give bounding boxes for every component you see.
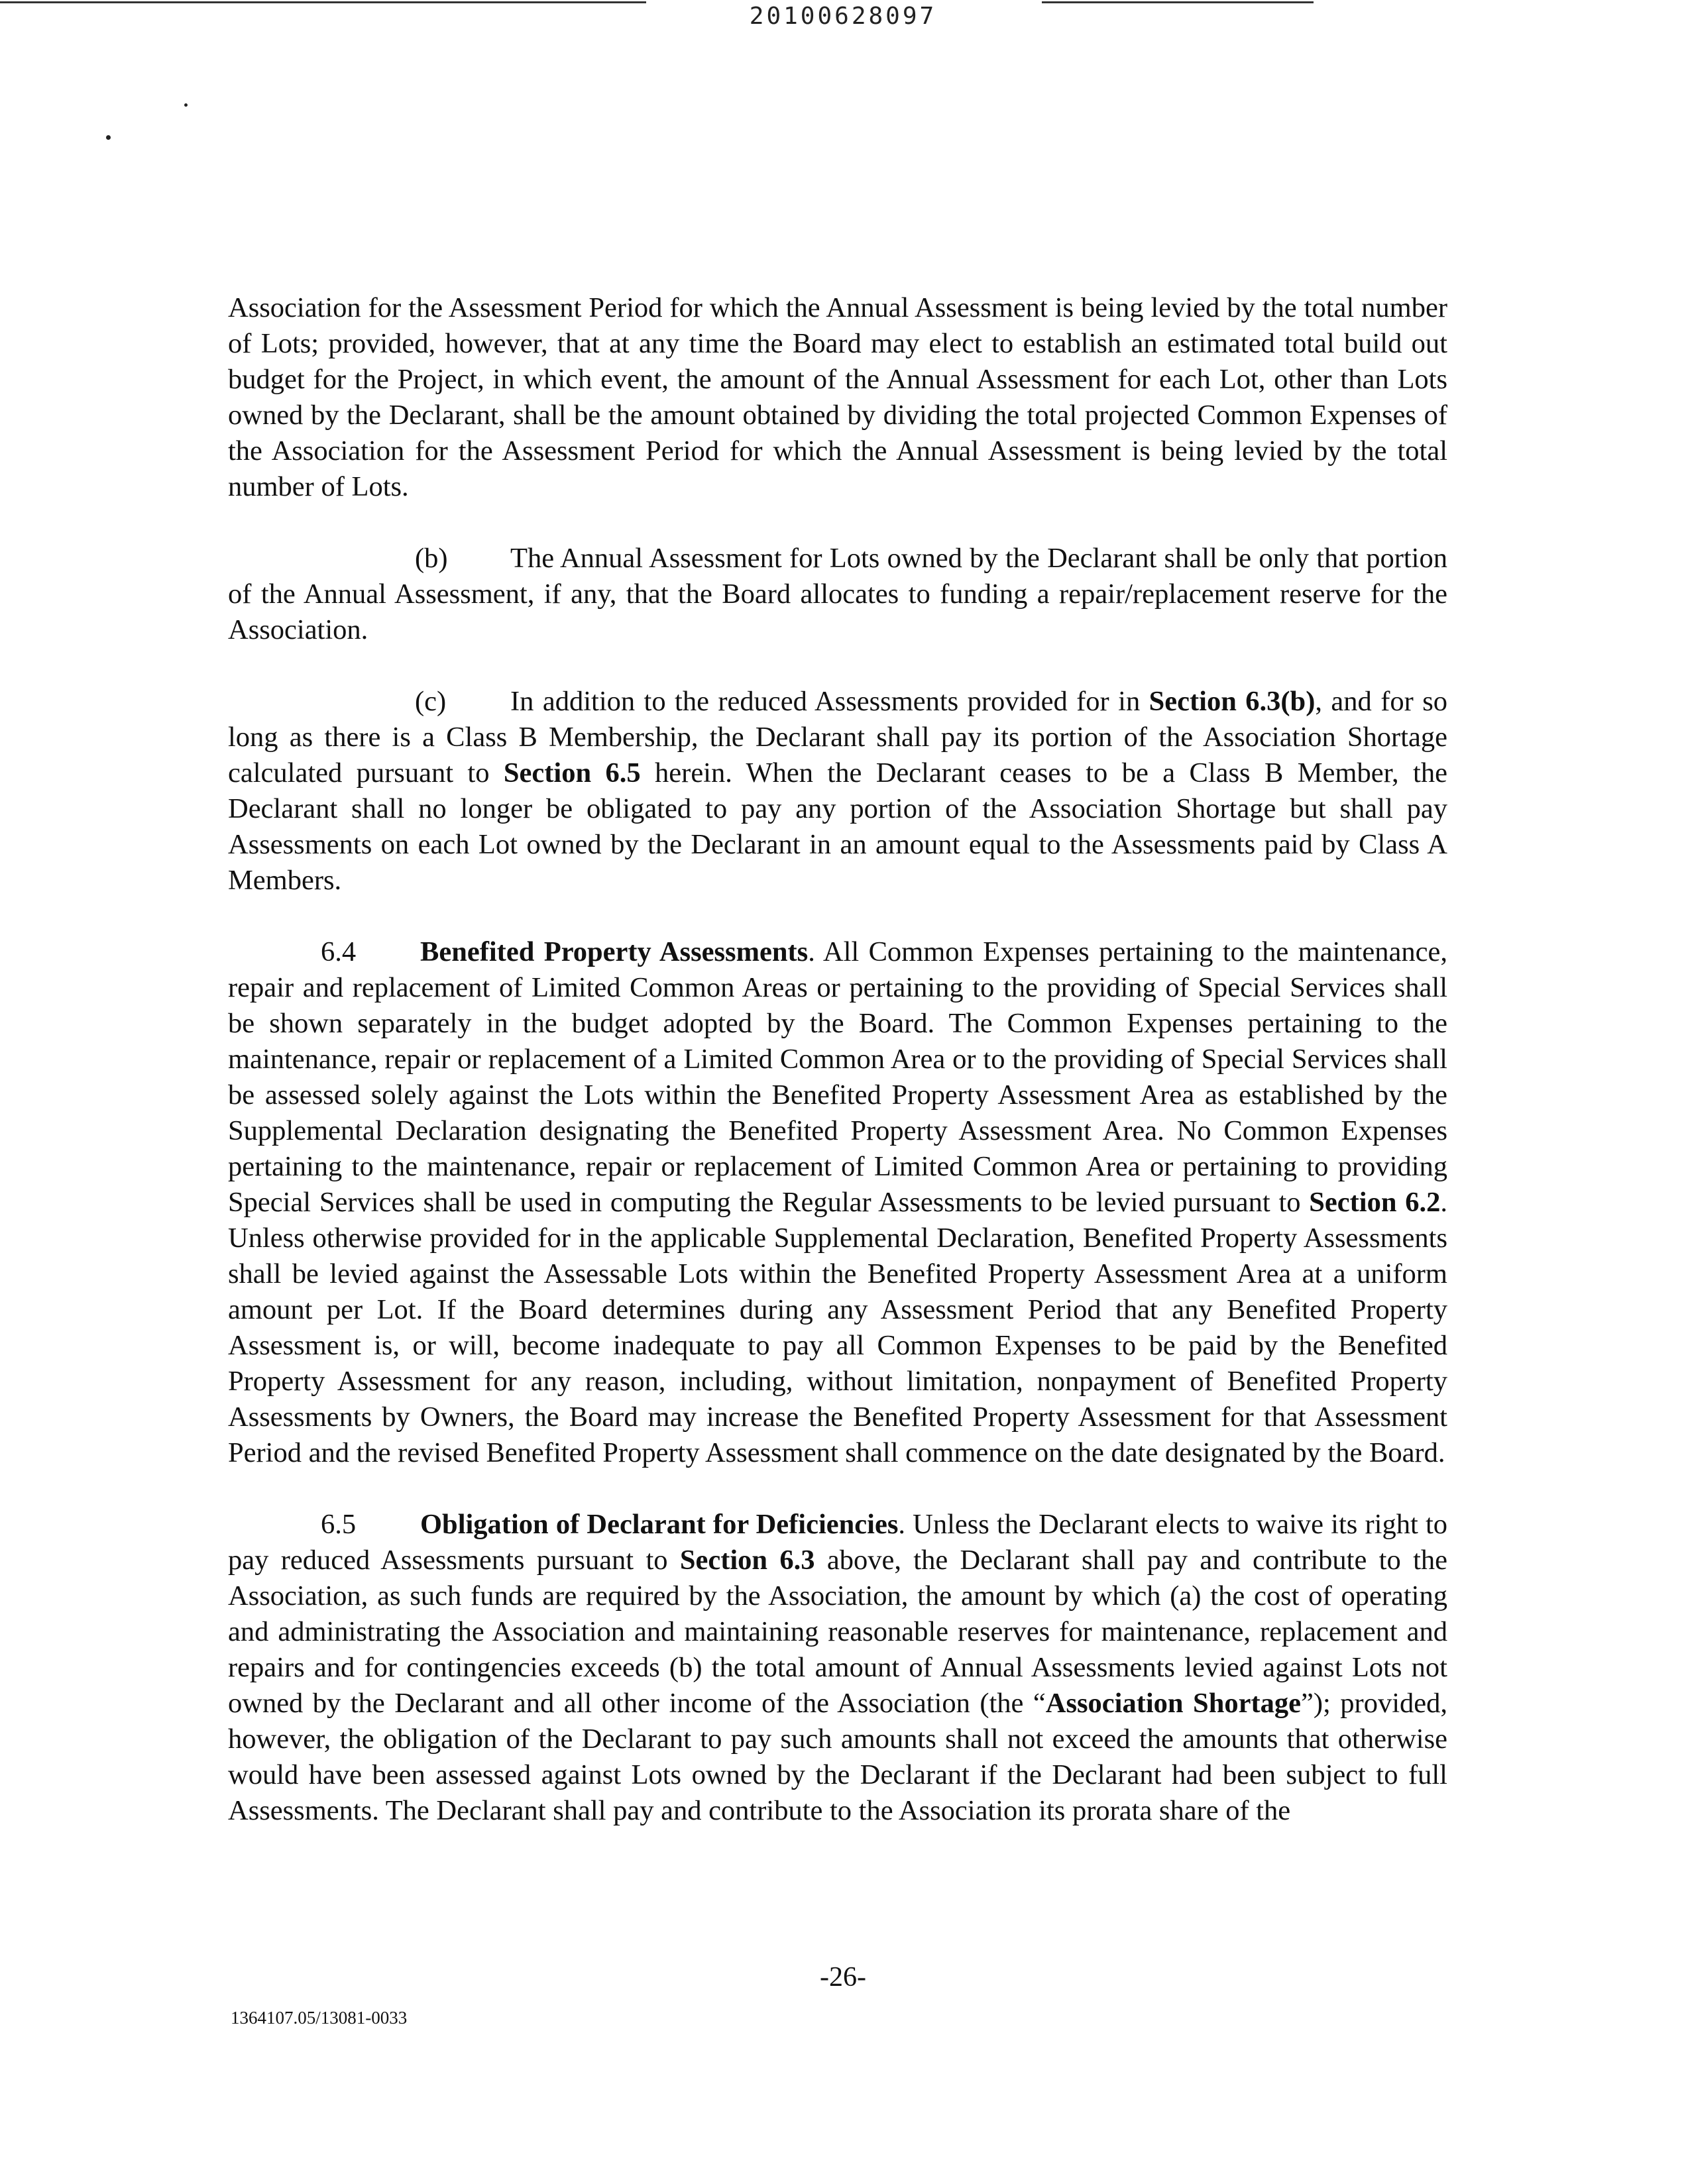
paragraph-text: . Unless the Declarant elects to waive its right to pay reduced Assessments pursuant to [228,1509,1447,1576]
paragraph-continuation: Association for the Assessment Period for which the Annual Assessment is being levied by the total number of Lots; provided, however, that at any time the Board may elect to establish an estimated total build out budget for the Project, in which event, the amount of the Annual Assessment for each Lot, other than Lots owned by the Declarant, shall be the amount obtained by dividing the total projected Common Expenses of the Association for the Assessment Period for which the Annual Assessment is being levied by the total number of Lots. [228,292,1447,502]
paragraph-text: In addition to the reduced Assessments provided for in [510,686,1149,717]
subsection-label: (b) [415,543,448,574]
recording-number: 20100628097 [749,3,937,30]
paragraph-text: The Annual Assessment for Lots owned by the Declarant shall be only that portion of the Annual Assessment, if any, that the Board allocates to funding a repair/replacement reserve for the Association. [228,543,1447,645]
paragraph-text: ”); provided, however, the obligation of the Declarant to pay such amounts shall not exceed the amounts that otherwise would have been assessed against Lots owned by the Declarant if the Declarant had been subject to full Assessments. The Declarant shall pay and contribute to the Association its prorata share of the [228,1688,1447,1826]
section-reference: Section 6.3(b) [1149,686,1316,717]
paragraph-6-3-c [228,684,1447,899]
paragraph-text: . All Common Expenses pertaining to the maintenance, repair and replacement of Limited Common Areas or pertaining to the providing of Special Services shall be shown separately in the budget adopted by the Board. The Common Expenses pertaining to the maintenance, repair or replacement of a Limited Common Area or to the providing of Special Services shall be assessed solely against the Lots within the Benefited Property Assessment Area as established by the Supplemental Declaration designating the Benefited Property Assessment Area. No Common Expenses pertaining to the maintenance, repair or replacement of Limited Common Area or pertaining to providing Special Services shall be used in computing the Regular Assessments to be levied pursuant to [228,936,1447,1218]
section-reference: Section 6.2 [1309,1187,1441,1218]
section-number: 6.5 [321,1509,357,1540]
document-id: 1364107.05/13081-0033 [231,2008,408,2028]
section-title: Benefited Property Assessments [420,936,809,967]
section-number: 6.4 [321,936,357,967]
scan-speck [184,103,188,107]
section-reference: Section 6.5 [503,757,641,789]
document-body [228,290,1447,1865]
paragraph-text: herein. When the Declarant ceases to be a Class B Member, the Declarant shall no longer be obligated to pay any portion of the Association Shortage but shall pay Assessments on each Lot owned by the Declarant in an amount equal to the Assessments paid by Class A Members. [228,757,1447,896]
section-reference: Section 6.3 [679,1545,815,1576]
section-6-4 [228,934,1447,1471]
section-title: Obligation of Declarant for Deficiencies [420,1509,899,1540]
section-6-5 [228,1507,1447,1829]
paragraph-6-3-b [228,541,1447,648]
paragraph-text: , and for so long as there is a Class B Membership, the Declarant shall pay its portion of the Association Shortage calculated pursuant to [228,686,1447,789]
scan-speck [106,135,111,140]
paragraph-text: . Unless otherwise provided for in the applicable Supplemental Declaration, Benefited Property Assessments shall be levied against the Assessable Lots within the Benefited Property Assessment Area at a uniform amount per Lot. If the Board determines during any Assessment Period that any Benefited Property Assessment is, or will, become inadequate to pay all Common Expenses to be paid by the Benefited Property Assessment for any reason, including, without limitation, nonpayment of Benefited Property Assessments by Owners, the Board may increase the Benefited Property Assessment for that Assessment Period and the revised Benefited Property Assessment shall commence on the date designated by the Board. [228,1187,1447,1468]
paragraph-text: above, the Declarant shall pay and contribute to the Association, as such funds are required by the Association, the amount by which (a) the cost of operating and administrating the Association and maintaining reasonable reserves for maintenance, replacement and repairs and for contingencies exceeds (b) the total amount of Annual Assessments levied against Lots not owned by the Declarant and all other income of the Association (the “ [228,1545,1447,1719]
defined-term: Association Shortage [1045,1688,1301,1719]
subsection-label: (c) [415,686,447,717]
page-number: -26- [820,1962,866,1993]
